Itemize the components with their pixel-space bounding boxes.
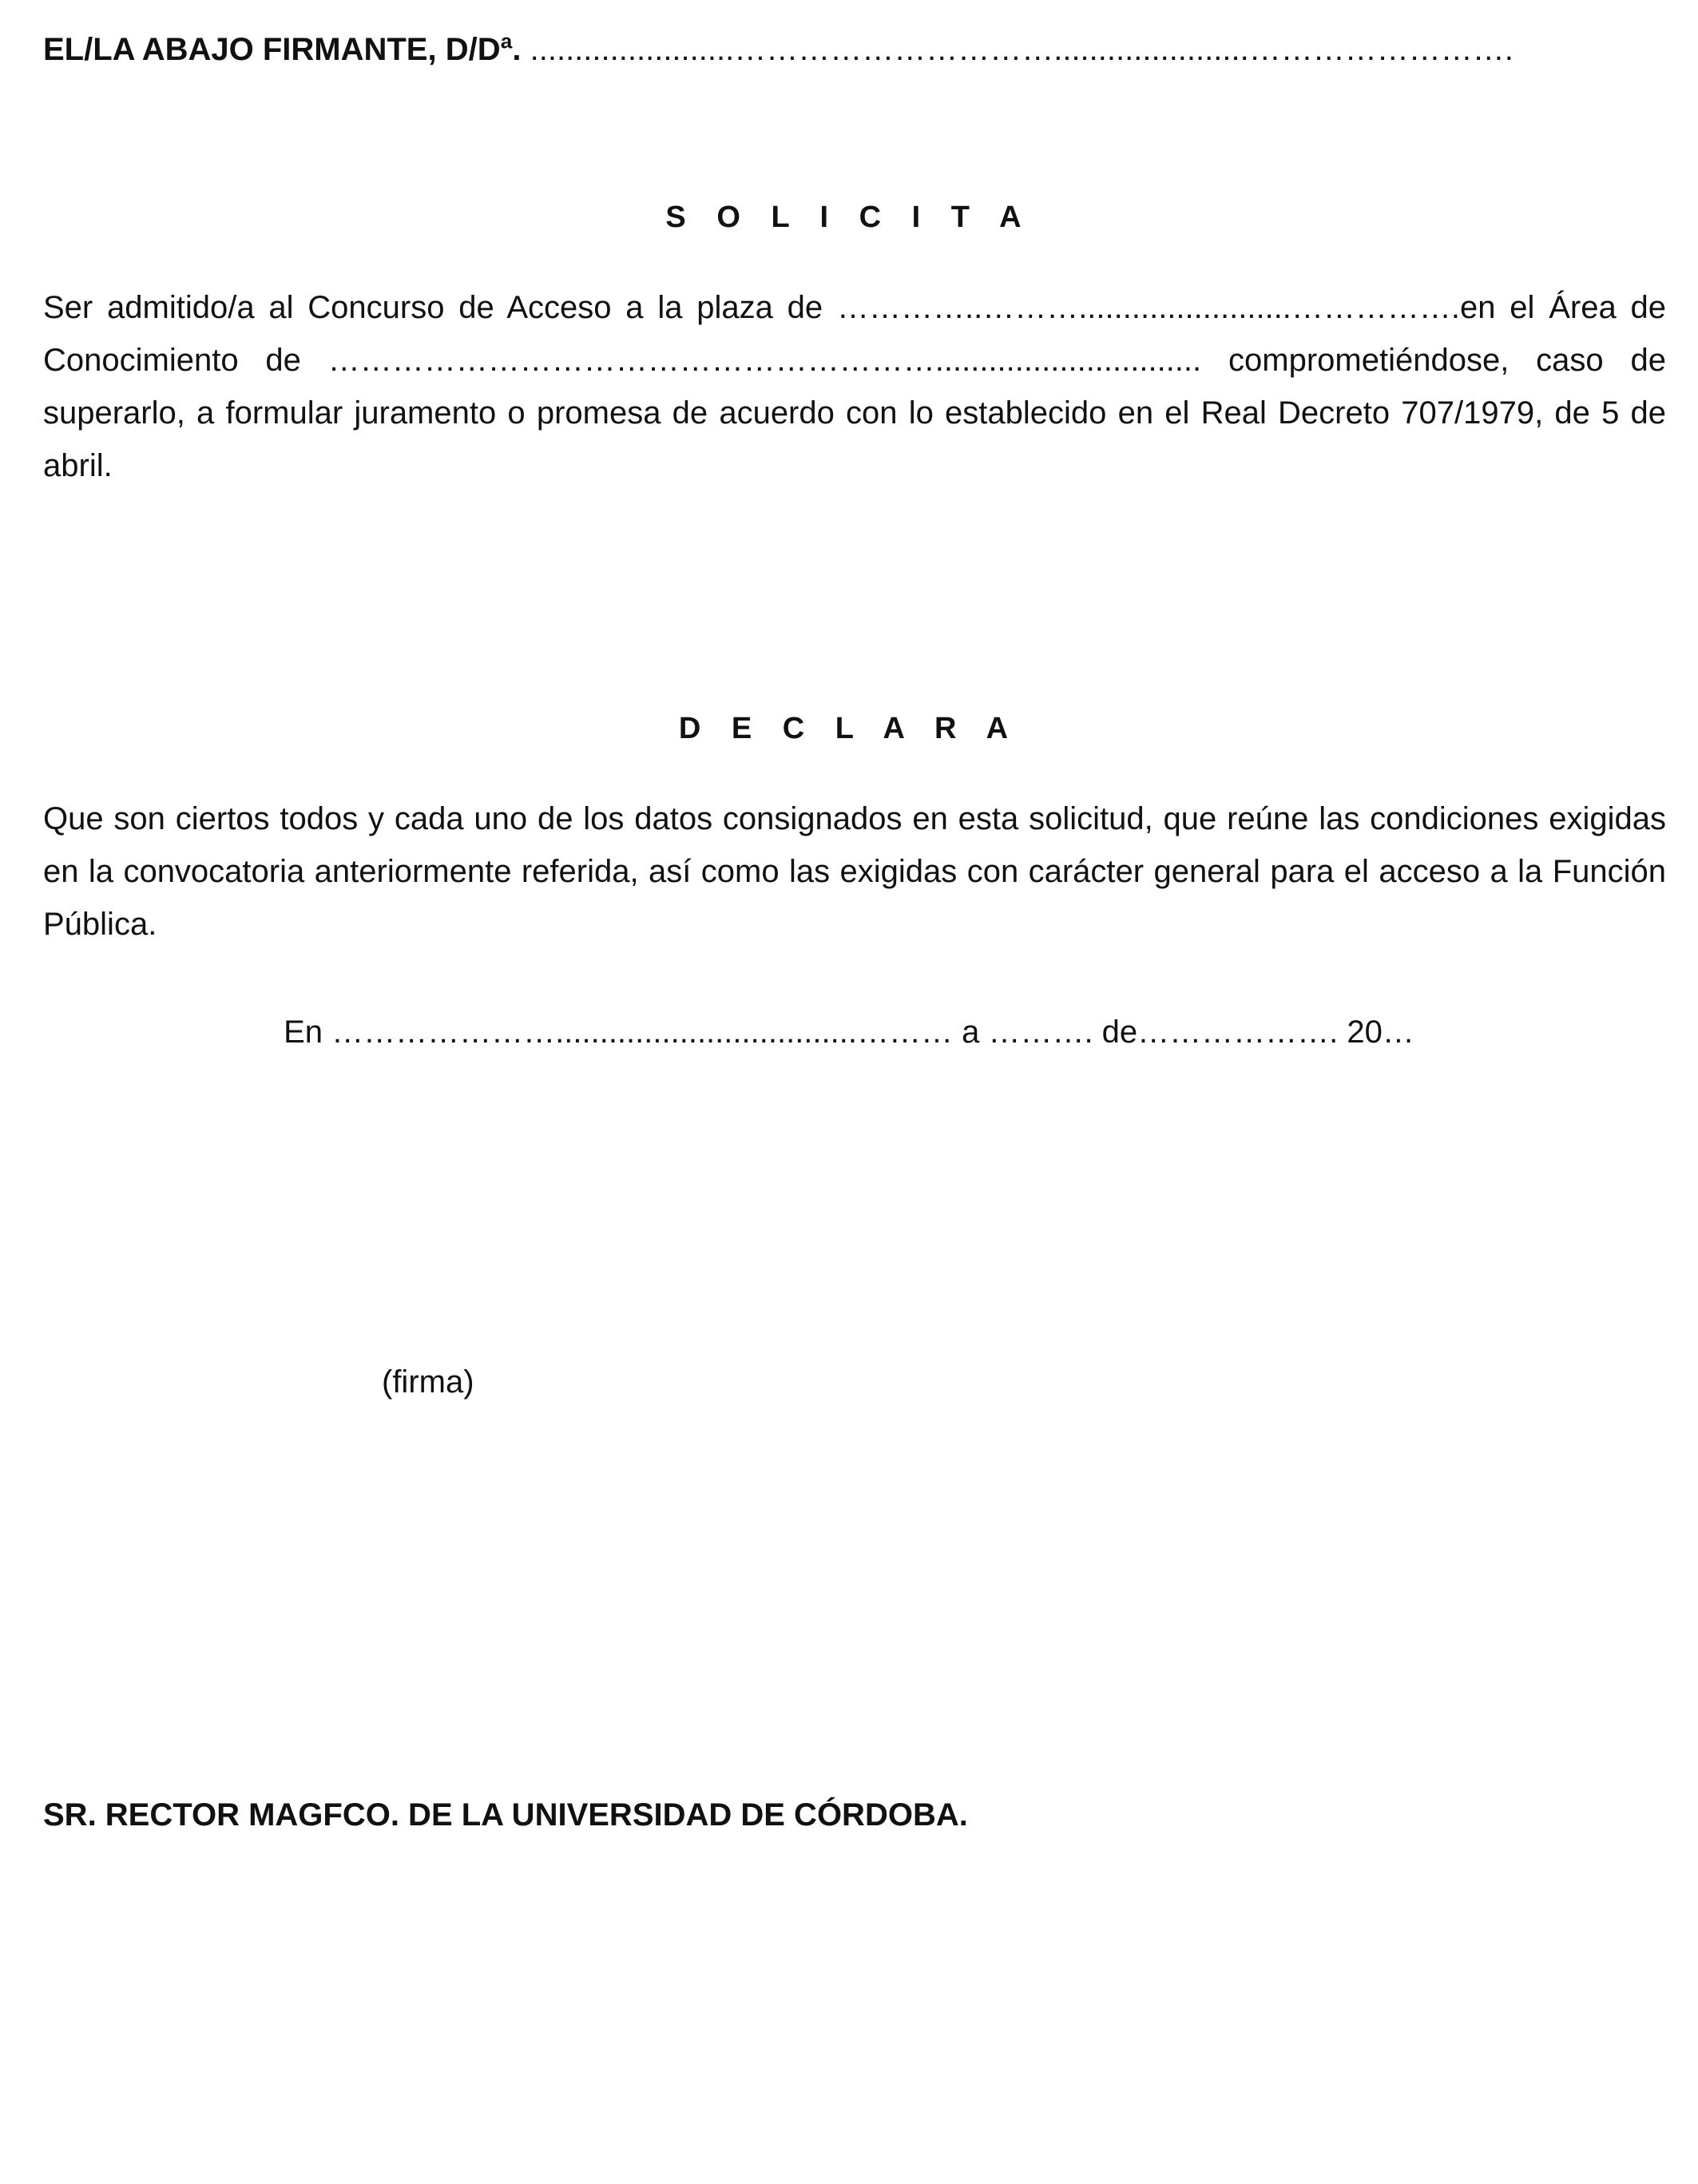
signature-label: (firma) [382, 1364, 474, 1400]
solicita-heading: S O L I C I T A [665, 201, 1033, 234]
place-date-line: En …………………..................................……… a ………. de………………. 20… [284, 1015, 1414, 1050]
applicant-label: EL/LA ABAJO FIRMANTE, D/Dª. [43, 32, 522, 67]
applicant-name-blank: .......................…………………………......................……………………. [521, 32, 1514, 67]
declara-heading: D E C L A R A [678, 712, 1020, 745]
applicant-line [43, 30, 1514, 69]
addressee: SR. RECTOR MAGFCO. DE LA UNIVERSIDAD DE CÓRDOBA. [43, 1797, 968, 1833]
declara-paragraph: Que son ciertos todos y cada uno de los datos consignados en esta solicitud, que reúne las condiciones exigidas en la convocatoria anteriormente referida, así como las exigidas con carácter general para el acceso a la Función Pública. [43, 801, 1666, 942]
solicita-paragraph: Ser admitido/a al Concurso de Acceso a la plaza de …………..………........................…………….en el Área de Conocimiento de ………………………………………………….............................. comprometiéndose, caso de superarlo, a formular juramento o promesa de acuerdo con lo establecido en el Real Decreto 707/1979, de 5 de abril. [43, 290, 1666, 483]
